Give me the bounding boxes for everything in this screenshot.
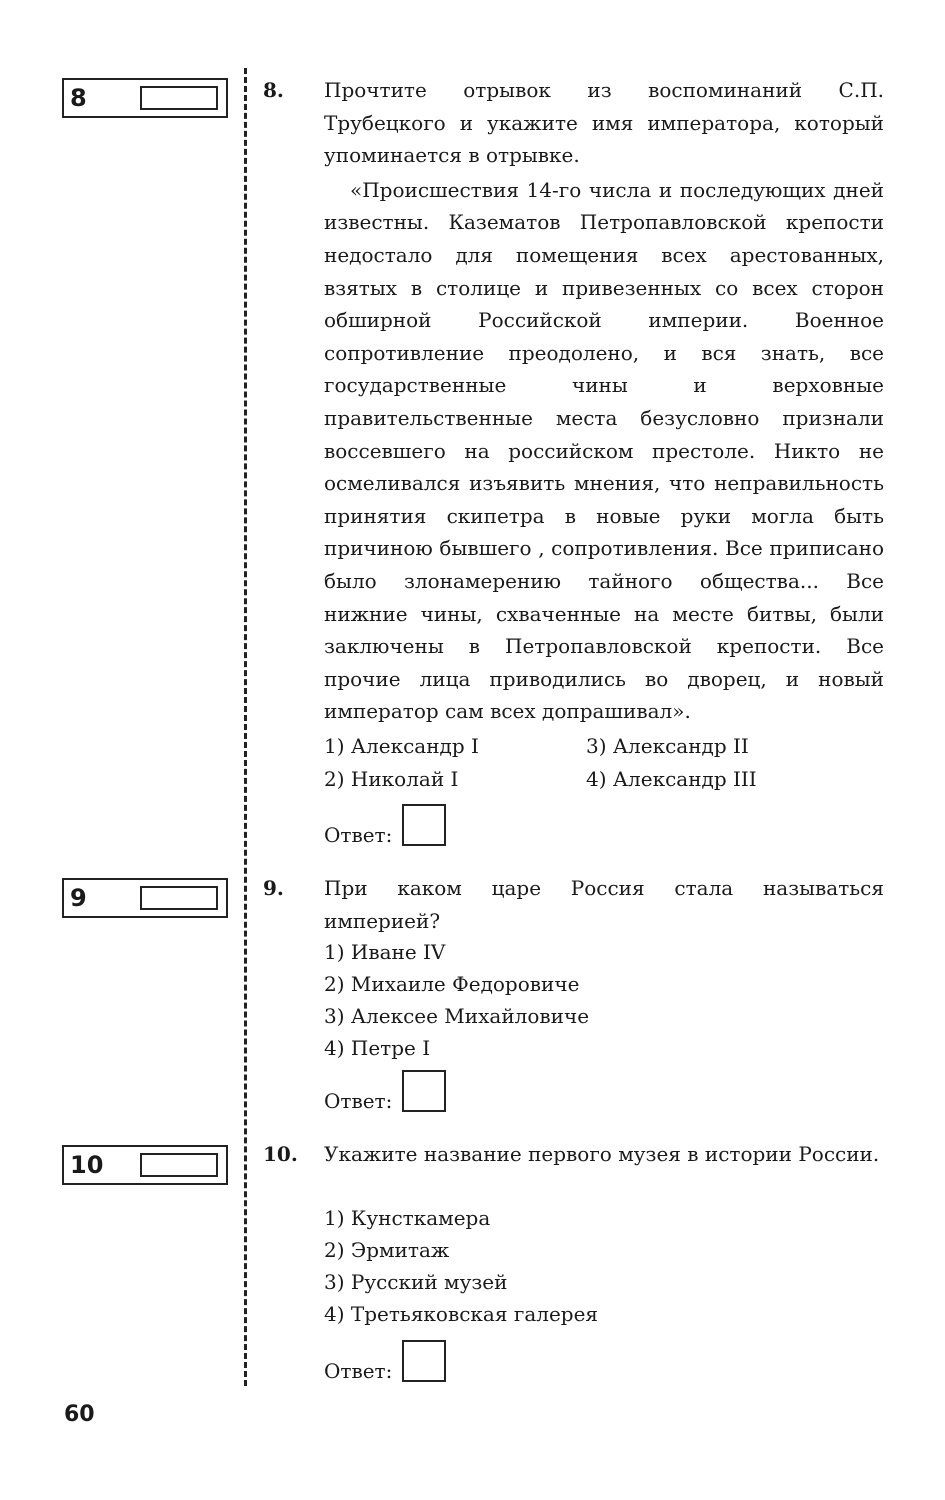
- option[interactable]: 2) Эрмитаж: [324, 1238, 450, 1263]
- answer-box-8[interactable]: [402, 804, 446, 846]
- option[interactable]: 3) Алексее Михайловиче: [324, 1004, 590, 1029]
- question-prompt: При каком царе Россия стала называться империей?: [324, 876, 884, 933]
- answer-grid-box-8: [62, 78, 228, 118]
- answer-row-9: [324, 1068, 446, 1112]
- answer-label: Ответ:: [324, 1089, 393, 1113]
- option[interactable]: 1) Иване IV: [324, 940, 446, 964]
- option[interactable]: 1) Кунсткамера: [324, 1206, 491, 1230]
- answer-grid-field-10[interactable]: [140, 1153, 218, 1177]
- question-10-text: [324, 1138, 884, 1171]
- question-9-text: [324, 872, 884, 937]
- question-number: 8.: [263, 78, 284, 102]
- question-8-text: [324, 74, 884, 728]
- answer-label: Ответ:: [324, 1359, 393, 1383]
- question-9-options: [324, 936, 824, 1064]
- answer-box-9[interactable]: [402, 1070, 446, 1112]
- option[interactable]: 3) Русский музей: [324, 1270, 508, 1295]
- cut-line: [244, 68, 247, 1386]
- answer-box-10[interactable]: [402, 1340, 446, 1382]
- question-prompt: Прочтите отрывок из воспоминаний С.П. Трубецкого и укажите имя императора, который упоминается в отрывке.: [324, 78, 884, 168]
- option[interactable]: 4) Александр III: [586, 766, 757, 791]
- question-prompt: Укажите название первого музея в истории России.: [324, 1142, 880, 1166]
- question-number: 9.: [263, 876, 284, 900]
- question-10-options: [324, 1202, 824, 1330]
- option[interactable]: 1) Александр I: [324, 734, 479, 758]
- answer-grid-number: 9: [70, 884, 87, 912]
- answer-grid-number: 8: [70, 84, 87, 112]
- option[interactable]: 2) Михаиле Федоровиче: [324, 972, 580, 997]
- answer-grid-field-9[interactable]: [140, 886, 218, 910]
- answer-label: Ответ:: [324, 823, 393, 847]
- page-number: 60: [64, 1402, 95, 1427]
- option[interactable]: 2) Николай I: [324, 766, 459, 791]
- answer-grid-box-9: [62, 878, 228, 918]
- option[interactable]: 3) Александр II: [586, 734, 749, 758]
- question-number: 10.: [263, 1142, 298, 1166]
- answer-row-10: [324, 1338, 446, 1382]
- answer-grid-field-8[interactable]: [140, 86, 218, 110]
- answer-row-8: [324, 802, 446, 846]
- answer-grid-box-10: [62, 1145, 228, 1185]
- option[interactable]: 4) Петре I: [324, 1036, 431, 1061]
- question-8-options: [324, 730, 824, 795]
- answer-grid-number: 10: [70, 1151, 104, 1179]
- option[interactable]: 4) Третьяковская галерея: [324, 1302, 599, 1327]
- question-quote: «Происшествия 14-го числа и последующих дней известны. Казематов Петропавловской крепости недостало для помещения всех арестованных, взятых в столице и привезенных со всех сторон обширной Российской империи. Военное сопротивление преодолено, и вся знать, все государственные чины и верховные правительственные места безусловно признали воссевшего на российском престоле. Никто не осмеливался изъявить мнения, что неправильность принятия скипетра в новые руки могла быть причиною бывшего , сопротивления. Все приписано было злонамерению тайного общества... Все нижние чины, схваченные на месте битвы, были заключены в Петропавловской крепости. Все прочие лица приводились во дворец, и новый император сам всех допрашивал».: [324, 177, 884, 724]
